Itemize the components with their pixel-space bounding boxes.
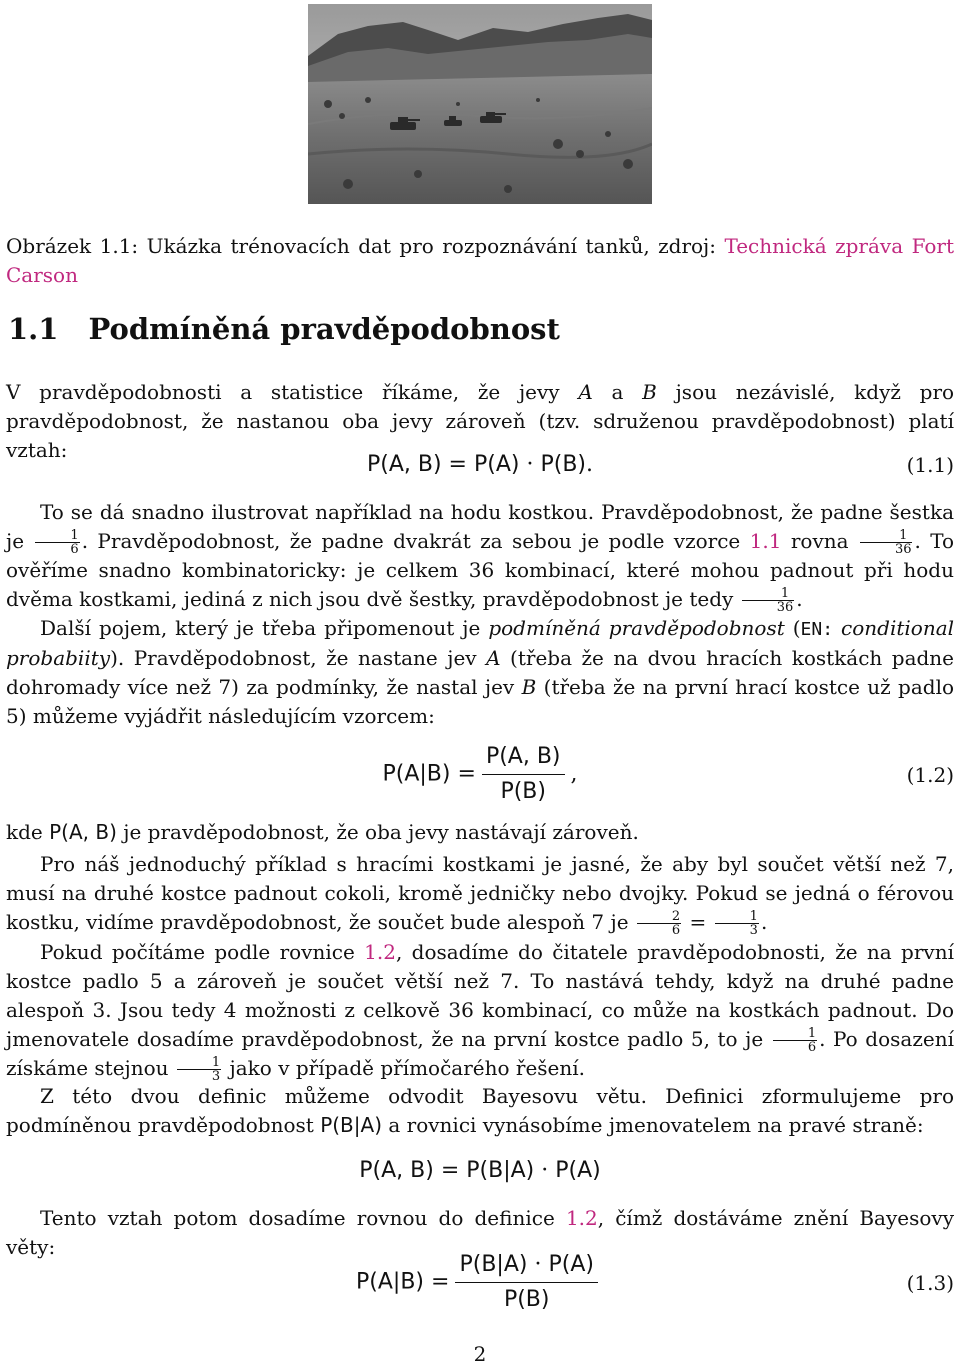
paragraph-dice-sum xyxy=(6,850,954,937)
emphasized-term: podmíněná pravděpodobnost xyxy=(488,616,785,640)
math-op: · xyxy=(526,452,534,477)
text-run: . Pravděpodobnost, že padne dvakrát za sebou je podle vzorce xyxy=(81,529,741,553)
section-title: Podmíněná pravděpodobnost xyxy=(88,312,560,346)
math-term: P(A|B) xyxy=(356,1269,425,1295)
text-run: a rovnici vynásobíme jmenovatelem na pravé straně: xyxy=(388,1113,924,1137)
equation-1-3 xyxy=(6,1250,954,1314)
text-run: jsou nezávislé, když pro pravděpodobnost, že nastanou oba jevy zároveň (tzv. sdruženou pravděpodobnost) platí vztah: xyxy=(6,380,955,462)
text-run: V pravděpodobnosti a statistice říkáme, že jevy xyxy=(6,380,560,404)
caption-prefix: Obrázek 1.1: xyxy=(6,234,139,258)
fraction-one-third xyxy=(177,1056,221,1083)
math-term: P(A) xyxy=(555,1158,601,1183)
text-run: Tento vztah potom dosadíme rovnou do definice xyxy=(40,1206,555,1230)
equation-body xyxy=(6,450,954,480)
fraction-one-thirtysixth xyxy=(860,529,913,556)
math-term: P(B) xyxy=(540,452,586,477)
text-run: a xyxy=(611,380,624,404)
fraction-denominator: 6 xyxy=(70,542,79,557)
fraction-numerator: 1 xyxy=(773,1027,817,1041)
math-op: = xyxy=(457,761,476,787)
fraction-numerator xyxy=(455,1250,597,1283)
fraction-denominator: 36 xyxy=(776,600,794,615)
equation-1-2 xyxy=(6,742,954,806)
text-run: Další pojem, který je třeba připomenout je xyxy=(40,616,481,640)
text-run: To se dá snadno ilustrovat například na hodu kostkou. Pravděpodobnost, že padne šestka je xyxy=(6,500,954,553)
math-var: A xyxy=(486,646,501,670)
math-op: = xyxy=(448,452,467,477)
text-run: . To ověříme snadno kombinatoricky: je celkem 36 kombinací, které mohou padnout při hodu dvěma kostkami, jediná z nich jsou dvě šestky, pravděpodobnost je tedy xyxy=(6,529,955,611)
fraction-conditional xyxy=(482,742,565,807)
fraction-one-third xyxy=(715,910,759,937)
emphasized-term: conditional probabiity xyxy=(6,616,955,670)
fraction-denominator: 3 xyxy=(749,923,758,938)
text-run: . xyxy=(760,910,768,934)
math-op: = xyxy=(440,1158,460,1183)
fraction-denominator: P(B) xyxy=(503,1287,550,1312)
equation-reference-link[interactable]: 1.2 xyxy=(565,1206,598,1230)
text-run: , dosadíme do čitatele pravděpodobnosti, že na první kostce padlo 5 a zároveň je součet větší než 7. To nastává tehdy, když na druhé padne alespoň 3. Jsou tedy 4 možnosti z celkově 36 kombinací, co může na kostkách padnout. Do jmenovatele dosadíme pravděpodobnost, že na první kostce padlo 5, to je xyxy=(6,940,955,1051)
language-tag: EN: xyxy=(800,619,834,640)
math-term: P(A, B) xyxy=(49,820,117,844)
text-run: Z této dvou definic můžeme odvodit Bayesovu větu. Definici zformulujeme pro podmíněnou pravděpodobnost xyxy=(6,1084,954,1137)
math-term: P(A, B) xyxy=(359,1158,434,1183)
math-term: P(B|A) xyxy=(466,1158,535,1183)
paragraph-calculation xyxy=(6,938,954,1083)
section-heading xyxy=(8,312,948,346)
math-term: P(A|B) xyxy=(382,761,451,787)
fraction-numerator: 1 xyxy=(177,1056,221,1070)
paragraph-dice-example xyxy=(6,498,954,614)
tank-training-photo xyxy=(308,4,652,204)
paragraph-where xyxy=(6,818,954,847)
math-term: P(B|A) xyxy=(459,1252,528,1277)
text-run: ( xyxy=(792,616,801,640)
equation-tag: (1.3) xyxy=(906,1271,954,1295)
math-op: = xyxy=(431,1269,450,1295)
math-term: P(A, B) xyxy=(366,452,442,477)
fraction-denominator: 36 xyxy=(894,542,912,557)
caption-text: Ukázka trénovacích dat pro rozpoznávání tanků, zdroj: xyxy=(146,234,716,258)
text-run: kde xyxy=(6,820,43,844)
text-run: (třeba že na dvou hracích kostkách padne dohromady více než 7) za podmínky, že nastal jev xyxy=(6,646,955,699)
math-var: B xyxy=(642,380,657,404)
text-run: Pokud počítáme podle rovnice xyxy=(40,940,355,964)
math-term: P(B|A) xyxy=(320,1113,382,1137)
math-var: A xyxy=(578,380,593,404)
math-term: P(A) xyxy=(473,452,520,477)
text-run: . Po dosazení získáme stejnou xyxy=(6,1027,954,1080)
math-op: , xyxy=(570,761,578,787)
fraction-numerator: P(A, B) xyxy=(482,742,565,775)
equation-reference-link[interactable]: 1.2 xyxy=(364,940,396,964)
equation-reference-link[interactable]: 1.1 xyxy=(749,529,782,553)
fraction-one-thirtysixth xyxy=(742,587,795,614)
fraction-numerator: 1 xyxy=(35,529,79,543)
equation-tag: (1.1) xyxy=(906,453,954,477)
fraction-denominator: 3 xyxy=(211,1069,221,1084)
math-op: · xyxy=(541,1158,549,1183)
fraction-numerator: 1 xyxy=(715,910,759,924)
paragraph-conditional-intro xyxy=(6,614,954,731)
fraction-one-sixth xyxy=(35,529,79,556)
fraction-two-sixths xyxy=(637,910,681,937)
fraction-numerator: 1 xyxy=(860,529,913,543)
text-run: Pro náš jednoduchý příklad s hracími kostkami je jasné, že aby byl součet větší než 7, musí na druhé kostce padnout cokoli, kromě jedničky nebo dvojky. Pokud se jedná o férovou kostku, vidíme pravděpodobnost, že součet bude alespoň 7 je xyxy=(6,852,954,934)
figure-caption xyxy=(6,232,954,290)
fraction-bayes xyxy=(455,1250,597,1315)
fraction-denominator: 6 xyxy=(807,1040,817,1055)
equation-body xyxy=(6,1156,954,1186)
fraction-numerator: 1 xyxy=(742,587,795,601)
math-op: · xyxy=(534,1252,542,1277)
text-run: , čímž dostáváme znění Bayesovy věty: xyxy=(6,1206,955,1259)
text-run: . xyxy=(796,587,803,611)
paragraph-bayes-derivation xyxy=(6,1082,954,1140)
fraction-numerator: 2 xyxy=(637,910,681,924)
math-term: P(A) xyxy=(548,1252,594,1277)
math-op: = xyxy=(689,910,707,934)
section-number: 1.1 xyxy=(8,312,59,346)
text-run: ). Pravděpodobnost, že nastane jev xyxy=(110,646,477,670)
equation-body xyxy=(6,742,954,807)
math-var: B xyxy=(521,675,537,699)
caption-source-link[interactable]: Technická zpráva Fort Carson xyxy=(6,234,954,287)
equation-body xyxy=(6,1250,954,1315)
equation-tag: (1.2) xyxy=(906,763,954,787)
fraction-denominator: P(B) xyxy=(500,779,546,804)
text-run: jako v případě přímočarého řešení. xyxy=(229,1056,586,1080)
fraction-denominator: 6 xyxy=(671,923,681,938)
text-run: rovna xyxy=(790,529,849,553)
page-number: 2 xyxy=(473,1342,487,1366)
fraction-one-sixth xyxy=(773,1027,817,1054)
text-run: (třeba že na první hrací kostce už padlo 5) můžeme vyjádřit následujícím vzorcem: xyxy=(6,675,955,728)
text-run: je pravděpodobnost, že oba jevy nastávají zároveň. xyxy=(123,820,639,844)
math-op: . xyxy=(586,452,593,477)
